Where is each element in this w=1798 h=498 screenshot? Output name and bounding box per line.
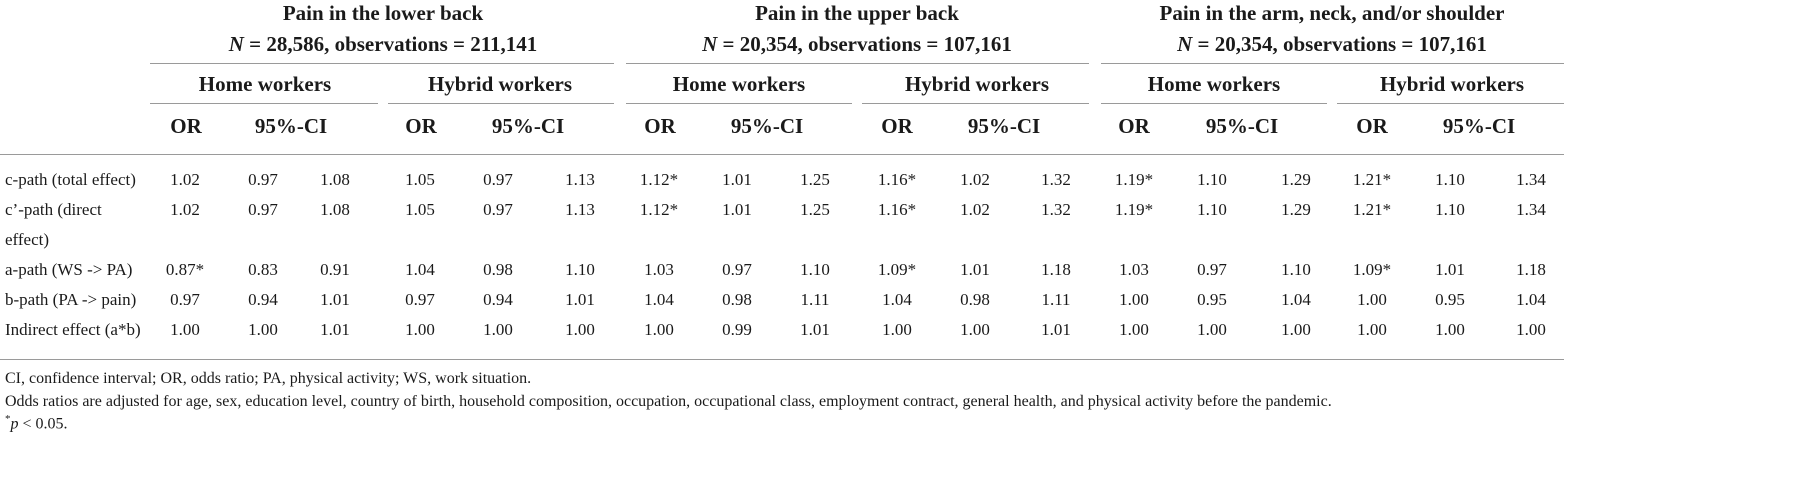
table-cell: 1.11: [800, 290, 830, 309]
panel-rule: [150, 63, 614, 64]
table-cell: 1.01: [1435, 260, 1465, 279]
panel-sample-size: N = 20,354, observations = 107,161: [702, 32, 1012, 56]
table-cell: 0.97: [248, 170, 278, 189]
table-cell: 1.04: [1516, 290, 1546, 309]
group-header: Home workers: [198, 72, 332, 96]
table-cell: 1.25: [800, 200, 830, 219]
table-cell: 1.12*: [639, 170, 679, 189]
table-cell: 1.32: [1041, 170, 1071, 189]
table-cell: 1.01: [1041, 320, 1071, 339]
group-rule: [1337, 103, 1564, 104]
column-header-or: OR: [881, 114, 913, 138]
table-cell: 0.97: [405, 290, 435, 309]
table-cell: 1.09*: [877, 260, 917, 279]
table-cell: 0.97: [722, 260, 752, 279]
panel-rule: [626, 63, 1089, 64]
column-header-or: OR: [1118, 114, 1150, 138]
table-cell: 1.10: [1435, 200, 1465, 219]
column-header-ci: 95%-CI: [491, 114, 565, 138]
table-cell: 1.11: [1041, 290, 1071, 309]
panel-sample-size: N = 20,354, observations = 107,161: [1177, 32, 1487, 56]
table-cell: 1.00: [1357, 320, 1387, 339]
table-cell: 0.95: [1197, 290, 1227, 309]
table-cell: 0.91: [320, 260, 350, 279]
table-cell: 1.00: [1357, 290, 1387, 309]
column-header-or: OR: [644, 114, 676, 138]
footnote-abbreviations: CI, confidence interval; OR, odds ratio; PA, physical activity; WS, work situation.: [5, 370, 532, 387]
table-cell: 1.00: [1516, 320, 1546, 339]
column-header-or: OR: [405, 114, 437, 138]
table-cell: 0.97: [170, 290, 200, 309]
row-label: c’-path (direct: [5, 200, 102, 219]
group-header: Hybrid workers: [904, 72, 1050, 96]
table-cell: 1.00: [565, 320, 595, 339]
table-cell: 1.00: [1119, 290, 1149, 309]
group-header: Home workers: [672, 72, 806, 96]
table-cell: 1.34: [1516, 170, 1546, 189]
table-cell: 1.10: [1197, 170, 1227, 189]
table-cell: 1.32: [1041, 200, 1071, 219]
table-cell: 1.02: [170, 200, 200, 219]
table-cell: 1.18: [1041, 260, 1071, 279]
column-header-ci: 95%-CI: [254, 114, 328, 138]
table-cell: 1.29: [1281, 200, 1311, 219]
table-cell: 1.00: [405, 320, 435, 339]
row-label: effect): [5, 230, 50, 249]
table-cell: 1.00: [882, 320, 912, 339]
row-label: c-path (total effect): [5, 170, 136, 189]
group-rule: [862, 103, 1089, 104]
table-cell: 1.19*: [1114, 170, 1154, 189]
table-cell: 1.01: [722, 200, 752, 219]
table-cell: 1.10: [1197, 200, 1227, 219]
table-cell: 1.00: [644, 320, 674, 339]
row-label: b-path (PA -> pain): [5, 290, 137, 309]
table-cell: 0.97: [483, 170, 513, 189]
group-rule: [150, 103, 378, 104]
table-cell: 0.98: [483, 260, 513, 279]
table-cell: 1.00: [170, 320, 200, 339]
group-header: Home workers: [1147, 72, 1281, 96]
table-cell: 1.02: [960, 200, 990, 219]
table-cell: 1.00: [1435, 320, 1465, 339]
table-cell: 1.08: [320, 200, 350, 219]
table-cell: 0.99: [722, 320, 752, 339]
group-rule: [1101, 103, 1327, 104]
table-cell: 1.03: [644, 260, 674, 279]
table-cell: 0.83: [248, 260, 278, 279]
column-header-ci: 95%-CI: [1442, 114, 1516, 138]
panel-sample-size: N = 28,586, observations = 211,141: [228, 32, 538, 56]
table-cell: 0.97: [483, 200, 513, 219]
table-cell: 1.09*: [1352, 260, 1392, 279]
table-cell: 1.10: [800, 260, 830, 279]
table-cell: 1.04: [644, 290, 674, 309]
table-cell: 1.04: [405, 260, 435, 279]
table-cell: 1.02: [960, 170, 990, 189]
table-cell: 1.19*: [1114, 200, 1154, 219]
group-rule: [626, 103, 852, 104]
panel-title: Pain in the upper back: [755, 1, 959, 25]
table-cell: 0.94: [483, 290, 513, 309]
header-rule: [0, 154, 1564, 155]
column-header-ci: 95%-CI: [967, 114, 1041, 138]
table-cell: 1.00: [1197, 320, 1227, 339]
panel-rule: [1101, 63, 1564, 64]
row-label: Indirect effect (a*b): [5, 320, 141, 339]
table-cell: 1.10: [1435, 170, 1465, 189]
table-cell: 1.01: [565, 290, 595, 309]
table-cell: 1.13: [565, 170, 595, 189]
table-cell: 1.01: [320, 290, 350, 309]
row-label: a-path (WS -> PA): [5, 260, 133, 279]
table-cell: 1.04: [882, 290, 912, 309]
footnote-significance: *p < 0.05.: [5, 413, 68, 433]
column-header-or: OR: [1356, 114, 1388, 138]
bottom-rule: [0, 359, 1564, 360]
table-cell: 0.97: [1197, 260, 1227, 279]
table-cell: 1.16*: [877, 200, 917, 219]
table-cell: 0.97: [248, 200, 278, 219]
table-cell: 0.98: [960, 290, 990, 309]
table-cell: 1.29: [1281, 170, 1311, 189]
group-rule: [388, 103, 614, 104]
table-cell: 1.12*: [639, 200, 679, 219]
table-cell: 1.13: [565, 200, 595, 219]
table-cell: 1.08: [320, 170, 350, 189]
table-cell: 0.87*: [165, 260, 205, 279]
table-cell: 1.00: [248, 320, 278, 339]
column-header-or: OR: [170, 114, 202, 138]
table-cell: 1.34: [1516, 200, 1546, 219]
table-cell: 1.10: [565, 260, 595, 279]
table-cell: 1.18: [1516, 260, 1546, 279]
table-cell: 1.04: [1281, 290, 1311, 309]
footnote-adjustment: Odds ratios are adjusted for age, sex, education level, country of birth, household composition, occupation, occupational class, employment contract, general health, and physical activity before the pandemic.: [5, 393, 1332, 410]
table-cell: 1.00: [1119, 320, 1149, 339]
group-header: Hybrid workers: [427, 72, 573, 96]
table-cell: 1.05: [405, 200, 435, 219]
table-cell: 1.03: [1119, 260, 1149, 279]
group-header: Hybrid workers: [1379, 72, 1525, 96]
table-cell: 1.10: [1281, 260, 1311, 279]
table-cell: 1.00: [483, 320, 513, 339]
table-cell: 1.02: [170, 170, 200, 189]
column-header-ci: 95%-CI: [730, 114, 804, 138]
table-cell: 1.01: [320, 320, 350, 339]
panel-title: Pain in the arm, neck, and/or shoulder: [1159, 1, 1505, 25]
table-cell: 1.00: [960, 320, 990, 339]
table-cell: 1.16*: [877, 170, 917, 189]
table-cell: 1.01: [722, 170, 752, 189]
table-cell: 1.00: [1281, 320, 1311, 339]
panel-title: Pain in the lower back: [282, 1, 484, 25]
table-cell: 1.21*: [1352, 200, 1392, 219]
table-cell: 1.05: [405, 170, 435, 189]
table-cell: 1.21*: [1352, 170, 1392, 189]
table-cell: 1.01: [800, 320, 830, 339]
table-cell: 0.95: [1435, 290, 1465, 309]
table-cell: 1.01: [960, 260, 990, 279]
table-cell: 1.25: [800, 170, 830, 189]
table-cell: 0.94: [248, 290, 278, 309]
table-cell: 0.98: [722, 290, 752, 309]
column-header-ci: 95%-CI: [1205, 114, 1279, 138]
